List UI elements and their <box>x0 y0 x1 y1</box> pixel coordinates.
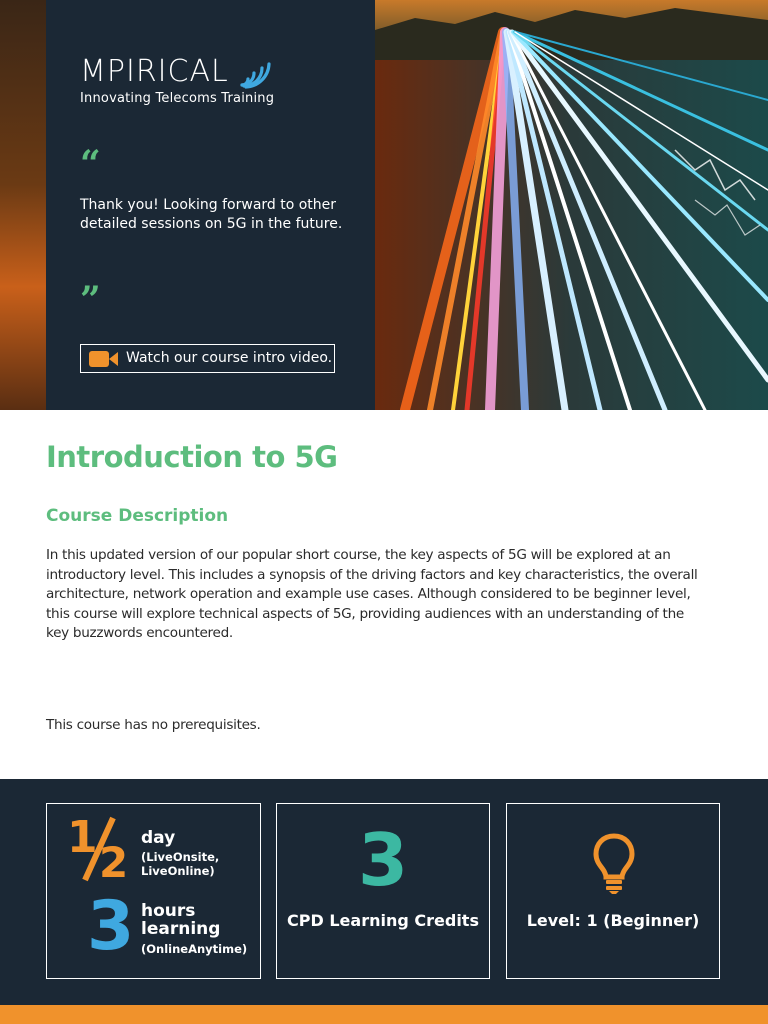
wifi-waves-icon <box>238 59 272 93</box>
half-numerator: 1 <box>67 812 98 863</box>
day-label: day <box>141 828 176 848</box>
hours-value: 3 <box>87 887 135 966</box>
cpd-credits-label: CPD Learning Credits <box>287 911 479 930</box>
cpd-credits-box <box>276 803 490 979</box>
brand-tagline: Innovating Telecoms Training <box>80 91 275 106</box>
close-quote-icon: ” <box>80 279 101 321</box>
testimonial-text: Thank you! Looking forward to other detailed sessions on 5G in the future. <box>80 197 343 232</box>
hours-delivery-note: (OnlineAnytime) <box>141 942 248 956</box>
watch-intro-video-label: Watch our course intro video. <box>126 350 333 366</box>
open-quote-icon: “ <box>80 143 101 185</box>
lightbulb-icon <box>592 832 636 898</box>
course-stats-band <box>0 779 768 1005</box>
hero-photo-light-trails <box>375 0 768 410</box>
brand-logo <box>80 55 274 107</box>
hours-label: hours learning <box>141 901 221 939</box>
footer-accent-bar <box>0 1005 768 1024</box>
day-delivery-note: (LiveOnsite, LiveOnline) <box>141 850 220 878</box>
video-camera-icon <box>89 350 119 368</box>
testimonial-panel <box>46 0 375 410</box>
hero-photo-edge <box>0 0 46 410</box>
watch-intro-video-link[interactable] <box>80 344 335 373</box>
level-label: Level: 1 (Beginner) <box>526 911 700 930</box>
brand-name: MPIRICAL <box>80 54 229 89</box>
half-fraction <box>65 812 133 887</box>
cpd-credits-value: 3 <box>357 818 409 902</box>
course-title: Introduction to 5G <box>46 440 338 474</box>
level-box <box>506 803 720 979</box>
section-heading: Course Description <box>46 506 229 526</box>
prerequisites-note: This course has no prerequisites. <box>46 717 261 733</box>
half-denominator: 2 <box>99 838 129 887</box>
hero-banner <box>0 0 768 410</box>
course-description: In this updated version of our popular short course, the key aspects of 5G will be explored at an introductory level. This includes a synopsis of the driving factors and key characteristics, the overall architecture, network operation and example use cases. Although considered to be beginner level, this course will explore technical aspects of 5G, providing audiences with an understanding of the key buzzwords encountered. <box>46 547 698 641</box>
duration-box <box>46 803 261 979</box>
